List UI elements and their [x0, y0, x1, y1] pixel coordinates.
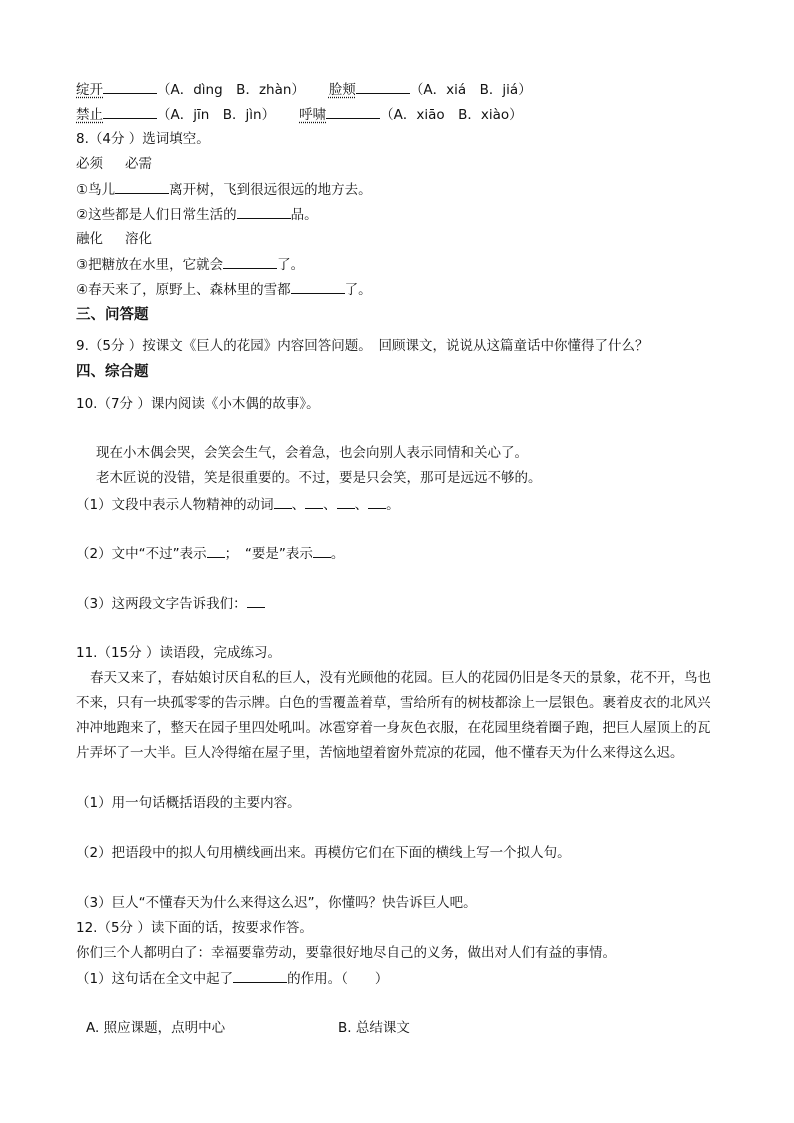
answer-blank[interactable]: [356, 79, 410, 94]
options: （A．xiāo B．xiào）: [380, 107, 523, 123]
sub-question-text: （2）文中“不过”表示: [76, 546, 207, 562]
sentence-text: 品。: [290, 207, 318, 223]
q12-sub1: [76, 968, 388, 989]
separator: 、: [354, 497, 369, 513]
sentence-text: ③把糖放在水里，它就会: [76, 257, 224, 273]
answer-blank[interactable]: [247, 593, 265, 608]
answer-blank[interactable]: [305, 494, 323, 509]
end-punct: 。: [330, 546, 345, 562]
sub-question-text: ； “要是”表示: [224, 546, 313, 562]
q9-question: 9.（5分 ）按课文《巨人的花园》内容回答问题。 回顾课文，说说从这篇童话中你懂得了什么？: [76, 338, 649, 354]
pinyin-row-1: [76, 79, 532, 100]
sentence-text: 了。: [277, 257, 305, 273]
answer-blank[interactable]: [223, 254, 277, 269]
q11-sub2: （2）把语段中的拟人句用横线画出来。再模仿它们在下面的横线上写一个拟人句。: [76, 845, 571, 861]
word-option: 融化: [76, 231, 103, 247]
q8-sentence-2: [76, 204, 318, 225]
word-pair-2: [76, 229, 152, 249]
q11-sub3: （3）巨人“不懂春天为什么来得这么迟”，你懂吗？快告诉巨人吧。: [76, 895, 477, 911]
q8-sentence-4: [76, 279, 372, 300]
sub-question-text: （1）这句话在全文中起了: [76, 971, 234, 987]
section-heading-3: 三、问答题: [76, 307, 149, 323]
end-punct: 。: [386, 497, 400, 513]
q11-header: 11.（15分 ）读语段，完成练习。: [76, 645, 281, 661]
answer-blank[interactable]: [337, 494, 355, 509]
q12-option-b[interactable]: B. 总结课文: [338, 1020, 410, 1036]
sentence-text: ①鸟儿: [76, 182, 116, 198]
separator: 、: [291, 497, 306, 513]
q10-sub2: [76, 543, 344, 564]
answer-blank[interactable]: [115, 179, 169, 194]
sentence-text: ④春天来了，原野上、森林里的雪都: [76, 282, 291, 298]
sub-question-text: 的作用。（ ）: [287, 971, 389, 987]
options: （A．dìng B．zhàn）: [157, 82, 305, 98]
q8-sentence-3: [76, 254, 304, 275]
word-option: 必须: [76, 156, 103, 172]
word-pair-1: [76, 154, 152, 174]
section-heading-4: 四、综合题: [76, 364, 149, 380]
word-option: 必需: [125, 156, 152, 172]
pinyin-row-2: [76, 104, 523, 125]
word-option: 溶化: [125, 231, 152, 247]
answer-blank[interactable]: [103, 104, 157, 119]
q11-sub1: （1）用一句话概括语段的主要内容。: [76, 795, 301, 811]
q12-header: 12.（5分 ）读下面的话，按要求作答。: [76, 920, 313, 936]
answer-blank[interactable]: [313, 543, 331, 558]
answer-blank[interactable]: [326, 104, 380, 119]
answer-blank[interactable]: [237, 204, 291, 219]
q10-sub3: [76, 593, 265, 614]
word-zhankai: 绽开: [76, 82, 103, 98]
q8-header: 8.（4分 ）选词填空。: [76, 131, 210, 147]
q12-option-a[interactable]: A. 照应课题，点明中心: [86, 1020, 226, 1036]
answer-blank[interactable]: [207, 543, 225, 558]
q10-sub1: [76, 494, 400, 515]
sentence-text: 离开树，飞到很远很远的地方去。: [169, 182, 372, 198]
answer-blank[interactable]: [291, 279, 345, 294]
word-huxiao: 呼啸: [299, 107, 327, 123]
q11-passage: 春天又来了，春姑娘讨厌自私的巨人，没有光顾他的花园。巨人的花园仍旧是冬天的景象，花不开，鸟也不来，只有一块孤零零的告示牌。白色的雪覆盖着草，雪给所有的树枝都涂上一层银色。裹着皮衣的北风兴冲冲地跑来了，整天在园子里四处吼叫。冰雹穿着一身灰色衣服，在花园里绕着圈子跑，把巨人屋顶上的瓦片弄坏了一大半。巨人冷得缩在屋子里，苦恼地望着窗外荒凉的花园，他不懂春天为什么来得这么迟。: [76, 670, 711, 761]
answer-blank[interactable]: [233, 968, 287, 983]
options: （A．jīn B．jìn）: [157, 107, 276, 123]
q10-header: 10.（7分 ）课内阅读《小木偶的故事》。: [76, 396, 320, 412]
sentence-text: 了。: [344, 282, 372, 298]
options: （A．xiá B．jiá）: [409, 82, 532, 98]
q10-passage-line-1: 现在小木偶会哭，会笑会生气，会着急，也会向别人表示同情和关心了。: [96, 445, 528, 461]
sub-question-text: （3）这两段文字告诉我们：: [76, 596, 247, 612]
answer-blank[interactable]: [103, 79, 157, 94]
q10-passage-line-2: 老木匠说的没错，笑是很重要的。不过，要是只会笑，那可是远远不够的。: [96, 470, 542, 486]
sub-question-text: （1）文段中表示人物精神的动词: [76, 497, 274, 513]
separator: 、: [323, 497, 337, 513]
answer-blank[interactable]: [274, 494, 292, 509]
sentence-text: ②这些都是人们日常生活的: [76, 207, 237, 223]
q12-quote: 你们三个人都明白了：幸福要靠劳动，要靠很好地尽自己的义务，做出对人们有益的事情。: [76, 945, 616, 961]
q8-sentence-1: [76, 179, 372, 200]
word-jinzhi: 禁止: [76, 107, 103, 123]
answer-blank[interactable]: [368, 494, 386, 509]
word-lianjia: 脸颊: [328, 82, 356, 98]
